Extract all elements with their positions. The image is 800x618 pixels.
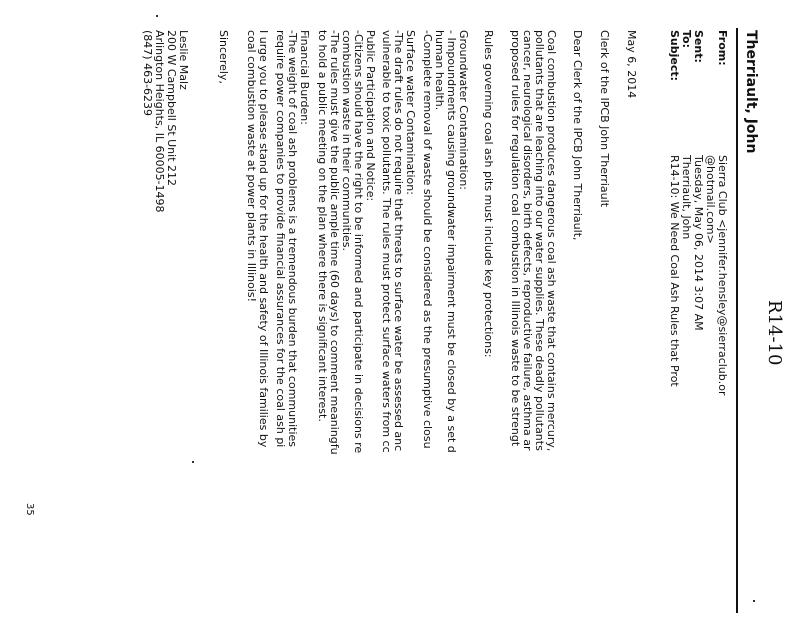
section-line: human health. xyxy=(433,30,446,111)
closing-line: I urge you to please stand up for the health and safety of Illinois families by xyxy=(257,30,270,448)
from-value-line-2: @hotmail.com> xyxy=(704,155,717,244)
scan-speck xyxy=(156,15,158,17)
closing-line: coal combustion waste at power plants in Illinois! xyxy=(245,30,258,303)
from-value-line-1: Sierra Club <jennifer.hensley@sierraclub.or xyxy=(716,155,729,396)
section-line: -The rules must give the public ample time (60 days) to comment meaningfu xyxy=(328,30,341,455)
section-line: -The weight of coal ash problems is a tremendous burden that communities xyxy=(286,30,299,448)
from-label: From: xyxy=(716,30,729,66)
rules-intro: Rules governing coal ash pits must include key protections: xyxy=(482,30,495,358)
intro-line: proposed rules for regulation coal combustion in Illinois waste to be strengt xyxy=(509,30,522,447)
section-groundwater xyxy=(421,30,469,453)
section-line: - Impoundments causing groundwater impairment must be closed by a set d xyxy=(445,30,458,453)
letter-date: May 6, 2014 xyxy=(625,30,638,99)
signer-address-line: 200 W Campbell St Unit 212 xyxy=(165,30,178,187)
signer-name: Leslie Malz xyxy=(177,30,190,90)
section-heading: Financial Burden: xyxy=(298,30,311,125)
section-heading: Surface water Contamination: xyxy=(404,30,417,195)
scan-speck xyxy=(753,600,755,602)
page-number: 35 xyxy=(24,503,35,516)
subject-label: Subject: xyxy=(668,30,681,82)
section-financial-burden xyxy=(274,30,310,447)
from-name-heading: Therriault, John xyxy=(743,30,759,154)
section-line: require power companies to provide financial assurances for the coal ash pi xyxy=(274,30,287,448)
section-line: -Complete removal of waste should be considered as the presumptive closu xyxy=(421,30,434,449)
intro-line: cancer, neurological disorders, birth defects, reproductive failure, asthma ar xyxy=(521,30,534,451)
document-number: R14-10 xyxy=(764,300,785,366)
scan-speck xyxy=(192,461,194,463)
section-heading: Public Participation and Notice: xyxy=(364,30,377,202)
signer-address-line: Arlington Heights, IL 60005-1498 xyxy=(153,30,166,213)
letter-salutation: Dear Clerk of the IPCB John Therriault, xyxy=(571,30,584,241)
section-line: combustion waste in their communities. xyxy=(340,30,353,252)
section-public-participation xyxy=(316,30,376,455)
letter-recipient: Clerk of the IPCB John Therriault xyxy=(598,30,611,208)
intro-line: Coal combustion produces dangerous coal ash waste that contains mercury, xyxy=(545,30,558,452)
sent-value: Tuesday, May 06, 2014 3:07 AM xyxy=(692,155,705,331)
section-line: -The draft rules do not require that threats to surface water be assessed anc xyxy=(392,30,405,452)
section-line: -Citizens should have the right to be informed and participate in decisions re xyxy=(352,30,365,454)
letter-signoff: Sincerely, xyxy=(217,30,230,84)
to-value: Therriault, John xyxy=(680,155,693,240)
intro-paragraph xyxy=(509,30,557,451)
intro-line: pollutants that are leaching into our water supplies. These deadly pollutants xyxy=(533,30,546,451)
to-label: To: xyxy=(680,30,693,48)
sent-label: Sent: xyxy=(692,30,705,63)
section-heading: Groundwater Contamination: xyxy=(457,30,470,190)
section-line: to hold a public meeting on the plan where there is significant interest. xyxy=(316,30,329,422)
section-surface-water xyxy=(380,30,416,453)
signer-phone: (847) 463-6239 xyxy=(141,30,154,117)
section-line: vulnerable to toxic pollutants. The rules must protect surface waters from cc xyxy=(380,30,393,453)
header-rule xyxy=(736,28,738,613)
subject-value: R14-10: We Need Coal Ash Rules that Prot xyxy=(668,155,681,387)
signature-block xyxy=(141,30,189,213)
closing-paragraph xyxy=(245,30,269,447)
